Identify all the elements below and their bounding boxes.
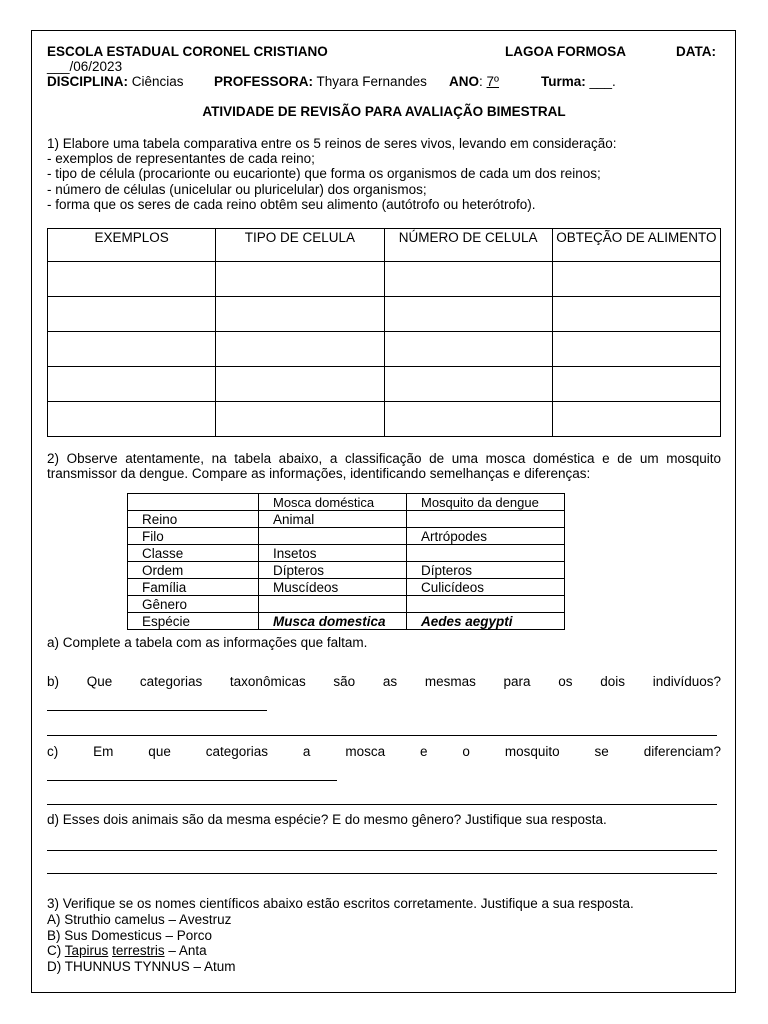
fly-cell[interactable]: Animal (259, 511, 407, 528)
classification-table (127, 493, 565, 630)
year-value: 7º (486, 74, 499, 89)
class-label: Turma: (541, 74, 586, 89)
rank-cell: Classe (128, 545, 259, 562)
answer-cell[interactable] (384, 367, 552, 402)
table-row (48, 262, 721, 297)
discipline-label: DISCIPLINA: (47, 74, 128, 89)
teacher-value: Thyara Fernandes (316, 74, 427, 89)
fly-cell[interactable]: Muscídeos (259, 579, 407, 596)
q1-item: - forma que os seres de cada reino obtêm seu alimento (autótrofo ou heterótrofo). (47, 197, 536, 212)
col-header-cell-type: TIPO DE CELULA (216, 229, 384, 262)
table-row (128, 528, 565, 545)
mosquito-cell[interactable] (407, 511, 565, 528)
answer-cell[interactable] (216, 332, 384, 367)
q2b-prompt: b) Que categorias taxonômicas são as mesmas para os dois indivíduos? (47, 674, 721, 689)
answer-cell[interactable] (552, 262, 720, 297)
fly-species-cell: Musca domestica (259, 613, 407, 630)
rank-cell: Família (128, 579, 259, 596)
discipline-line (47, 74, 184, 90)
table-row (128, 579, 565, 596)
answer-line[interactable] (47, 710, 267, 711)
teacher-label: PROFESSORA: (214, 74, 314, 89)
table-row (128, 596, 565, 613)
col-header-fly: Mosca doméstica (259, 494, 407, 511)
q1-item: - tipo de célula (procarionte ou eucarionte) que forma os organismos de cada um dos reinos; (47, 166, 601, 181)
table-header-row (128, 494, 565, 511)
city-name: LAGOA FORMOSA (505, 44, 626, 59)
table-row (128, 545, 565, 562)
answer-line[interactable] (47, 850, 717, 851)
mosquito-species-cell: Aedes aegypti (407, 613, 565, 630)
kingdoms-table (47, 228, 721, 437)
fly-cell[interactable] (259, 596, 407, 613)
answer-cell[interactable] (48, 367, 216, 402)
mosquito-cell[interactable] (407, 596, 565, 613)
table-row (48, 332, 721, 367)
answer-cell[interactable] (48, 297, 216, 332)
discipline-value: Ciências (131, 74, 184, 89)
q2a-prompt: a) Complete a tabela com as informações que faltam. (47, 635, 368, 650)
table-row (128, 613, 565, 630)
q2c-prompt: c) Em que categorias a mosca e o mosquito se diferenciam? (47, 744, 721, 759)
answer-line[interactable] (47, 804, 717, 805)
class-value[interactable]: ___. (589, 74, 616, 89)
answer-line[interactable] (47, 780, 337, 781)
q2-prompt-line1: 2) Observe atentamente, na tabela abaixo, a classificação de uma mosca doméstica e de um mosquito (47, 451, 721, 466)
rank-cell: Gênero (128, 596, 259, 613)
table-row (48, 297, 721, 332)
answer-cell[interactable] (384, 332, 552, 367)
fly-cell[interactable]: Dípteros (259, 562, 407, 579)
q3-prompt: 3) Verifique se os nomes científicos abaixo estão escritos corretamente. Justifique a sua resposta. (47, 896, 634, 911)
fly-cell[interactable]: Insetos (259, 545, 407, 562)
col-header-blank (128, 494, 259, 511)
q1-item: - número de células (unicelular ou pluricelular) dos organismos; (47, 182, 427, 197)
q1-item: - exemplos de representantes de cada reino; (47, 151, 315, 166)
answer-cell[interactable] (552, 367, 720, 402)
mosquito-cell[interactable]: Dípteros (407, 562, 565, 579)
fly-cell[interactable] (259, 528, 407, 545)
answer-cell[interactable] (48, 332, 216, 367)
q2-prompt-line2: transmissor da dengue. Compare as informações, identificando semelhanças e diferenças: (47, 466, 591, 481)
table-row (48, 402, 721, 437)
rank-cell: Filo (128, 528, 259, 545)
answer-cell[interactable] (552, 297, 720, 332)
rank-cell: Espécie (128, 613, 259, 630)
year-line: ANO: 7º (449, 74, 499, 89)
page-title: ATIVIDADE DE REVISÃO PARA AVALIAÇÃO BIMESTRAL (202, 104, 566, 119)
answer-cell[interactable] (48, 262, 216, 297)
mosquito-cell[interactable] (407, 545, 565, 562)
mosquito-cell[interactable]: Culicídeos (407, 579, 565, 596)
class-line (541, 74, 616, 90)
col-header-examples: EXEMPLOS (48, 229, 216, 262)
species-name: terrestris (112, 943, 165, 958)
answer-cell[interactable] (384, 297, 552, 332)
q3-item-d: D) THUNNUS TYNNUS – Atum (47, 959, 236, 974)
answer-cell[interactable] (384, 262, 552, 297)
rank-cell: Ordem (128, 562, 259, 579)
answer-cell[interactable] (216, 262, 384, 297)
school-name: ESCOLA ESTADUAL CORONEL CRISTIANO (47, 44, 328, 59)
mosquito-cell[interactable]: Artrópodes (407, 528, 565, 545)
answer-cell[interactable] (48, 402, 216, 437)
col-header-cell-number: NÚMERO DE CELULA (384, 229, 552, 262)
q3-item-a: A) Struthio camelus – Avestruz (47, 912, 232, 927)
q3-item-b: B) Sus Domesticus – Porco (47, 928, 213, 943)
answer-cell[interactable] (552, 402, 720, 437)
answer-cell[interactable] (384, 402, 552, 437)
col-header-food: OBTEÇÃO DE ALIMENTO (552, 229, 720, 262)
q2d-prompt: d) Esses dois animais são da mesma espécie? E do mesmo gênero? Justifique sua resposta. (47, 812, 607, 827)
q1-prompt: 1) Elabore uma tabela comparativa entre os 5 reinos de seres vivos, levando em consideração: (47, 136, 617, 151)
date-value[interactable]: ___/06/2023 (47, 59, 123, 74)
teacher-line (214, 74, 427, 90)
answer-cell[interactable] (216, 367, 384, 402)
answer-cell[interactable] (216, 297, 384, 332)
answer-cell[interactable] (216, 402, 384, 437)
rank-cell: Reino (128, 511, 259, 528)
date-label: DATA: (676, 44, 716, 59)
answer-line[interactable] (47, 735, 717, 736)
answer-line[interactable] (47, 873, 717, 874)
answer-cell[interactable] (552, 332, 720, 367)
table-row (48, 367, 721, 402)
col-header-mosquito: Mosquito da dengue (407, 494, 565, 511)
table-row (128, 511, 565, 528)
table-row (128, 562, 565, 579)
genus-name: Tapirus (64, 943, 109, 958)
table-header-row (48, 229, 721, 262)
q3-item-c: C) Tapirus terrestris – Anta (47, 943, 207, 958)
year-label: ANO (449, 74, 479, 89)
